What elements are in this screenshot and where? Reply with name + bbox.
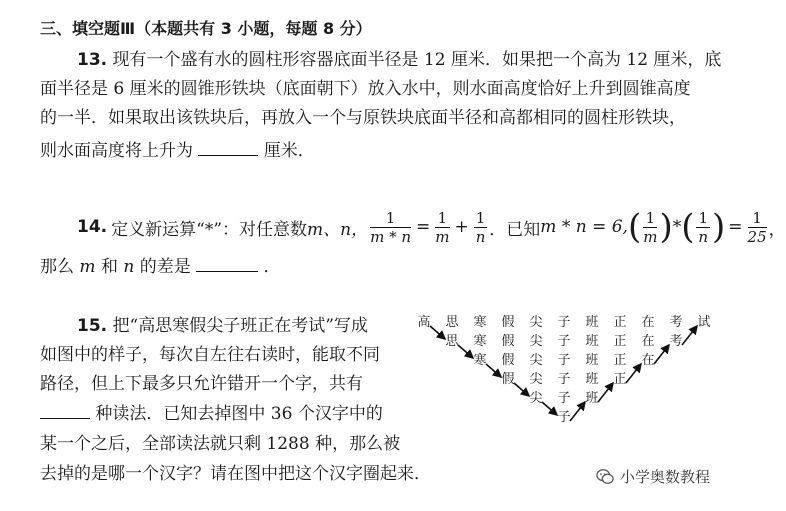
q15-number: 15. — [77, 316, 108, 336]
grid-char[interactable]: 高 — [417, 315, 431, 330]
grid-char[interactable]: 班 — [585, 391, 599, 406]
q14-line1: 14. 定义新运算“*”：对任意数 m、n， $\frac{1}{m * n}$ = $\frac{1}{m}$ + $\frac{1}{n}$ ．已知 m * n = 6, ( $\frac{1}{m}$ ) * ( $\frac{1}{n}$ ) = $\frac{1}{25}$ ， — [77, 207, 786, 247]
grid-char[interactable]: 假 — [501, 334, 515, 349]
q14-number: 14. — [77, 217, 108, 237]
grid-char[interactable]: 子 — [557, 334, 571, 349]
path-arrow — [626, 364, 641, 383]
grid-char[interactable]: 在 — [641, 353, 655, 368]
grid-char[interactable]: 尖 — [529, 372, 543, 387]
q13-number: 13. — [77, 50, 108, 70]
grid-char[interactable]: 正 — [613, 334, 627, 349]
fraction: $\frac{1}{m * n}$ — [370, 208, 412, 246]
section-title: 三、填空题Ⅲ（本题共有 3 小题，每题 8 分） — [40, 19, 372, 38]
path-arrow — [514, 383, 529, 396]
grid-char[interactable]: 试 — [697, 315, 711, 330]
grid-char[interactable]: 尖 — [529, 334, 543, 349]
grid-char[interactable]: 班 — [585, 315, 599, 330]
watermark-text: 小学奥数教程 — [620, 468, 711, 486]
path-arrow — [458, 345, 473, 358]
grid-char[interactable]: 寒 — [473, 334, 487, 349]
q13-line2: 面半径是 6 厘米的圆锥形铁块（底面朝下）放入水中，则水面高度恰好上升到圆锥高度 — [40, 79, 691, 99]
grid-char[interactable]: 考 — [669, 315, 683, 330]
fraction: $\frac{1}{25}$ — [747, 208, 767, 246]
grid-char[interactable]: 子 — [557, 315, 571, 330]
fraction: $\frac{1}{m}$ — [435, 208, 450, 246]
grid-char[interactable]: 假 — [501, 372, 515, 387]
grid-char[interactable]: 班 — [585, 353, 599, 368]
fraction: $\frac{1}{n}$ — [475, 208, 486, 246]
grid-char[interactable]: 班 — [585, 334, 599, 349]
path-arrow — [542, 402, 557, 415]
character-grid-diagram — [408, 315, 728, 450]
path-arrow — [486, 364, 501, 377]
q13-answer-blank[interactable] — [198, 139, 258, 156]
q15-line6: 去掉的是哪一个汉字？请在图中把这个汉字圈起来． — [40, 464, 431, 484]
q15-line4: 种读法．已知去掉图中 36 个汉字中的 — [40, 401, 383, 427]
q14-answer-blank[interactable] — [196, 255, 258, 272]
grid-char[interactable]: 思 — [445, 334, 459, 349]
grid-char[interactable]: 尖 — [529, 315, 543, 330]
q15-line5: 某一个之后，全部读法就只剩 1288 种，那么被 — [40, 434, 401, 454]
q15-line2: 如图中的样子，每次自左往右读时，能取不同 — [40, 345, 380, 365]
grid-char[interactable]: 子 — [557, 410, 571, 425]
q15-answer-blank[interactable] — [40, 402, 90, 419]
q13-line3: 的一半．如果取出该铁块后，再放入一个与原铁块底面半径和高都相同的圆柱形铁块， — [40, 108, 686, 128]
grid-char[interactable]: 寒 — [473, 315, 487, 330]
grid-char[interactable]: 子 — [557, 353, 571, 368]
grid-char[interactable]: 尖 — [529, 391, 543, 406]
grid-char[interactable]: 在 — [641, 334, 655, 349]
fraction: $\frac{1}{m}$ — [643, 208, 658, 246]
grid-char[interactable]: 考 — [669, 334, 683, 349]
grid-char[interactable]: 正 — [613, 372, 627, 387]
q13-line1: 13. 现有一个盛有水的圆柱形容器底面半径是 12 厘米．如果把一个高为 12 厘米，底 — [77, 50, 722, 70]
path-arrow — [654, 345, 669, 364]
grid-char[interactable]: 正 — [613, 353, 627, 368]
grid-char[interactable]: 子 — [557, 372, 571, 387]
q15-line1: 15. 把“高思寒假尖子班正在考试”写成 — [77, 316, 368, 336]
path-arrow — [682, 326, 697, 345]
q13-line4: 则水面高度将上升为 厘米． — [40, 141, 315, 161]
grid-char[interactable]: 在 — [641, 315, 655, 330]
path-arrow — [570, 402, 585, 421]
grid-char[interactable]: 假 — [501, 353, 515, 368]
fraction: $\frac{1}{n}$ — [698, 208, 709, 246]
grid-char[interactable]: 尖 — [529, 353, 543, 368]
path-arrow — [430, 326, 445, 339]
grid-char[interactable]: 思 — [445, 315, 459, 330]
q14-line2: 那么 m 和 n 的差是 ． — [40, 257, 281, 277]
grid-char[interactable]: 假 — [501, 315, 515, 330]
grid-char[interactable]: 班 — [585, 372, 599, 387]
grid-char[interactable]: 子 — [557, 391, 571, 406]
watermark — [596, 466, 710, 487]
wechat-icon — [596, 468, 614, 486]
grid-char[interactable]: 正 — [613, 315, 627, 330]
path-arrow — [598, 383, 613, 402]
grid-char[interactable]: 寒 — [473, 353, 487, 368]
q15-line3: 路径，但上下最多只允许错开一个字，共有 — [40, 374, 363, 394]
